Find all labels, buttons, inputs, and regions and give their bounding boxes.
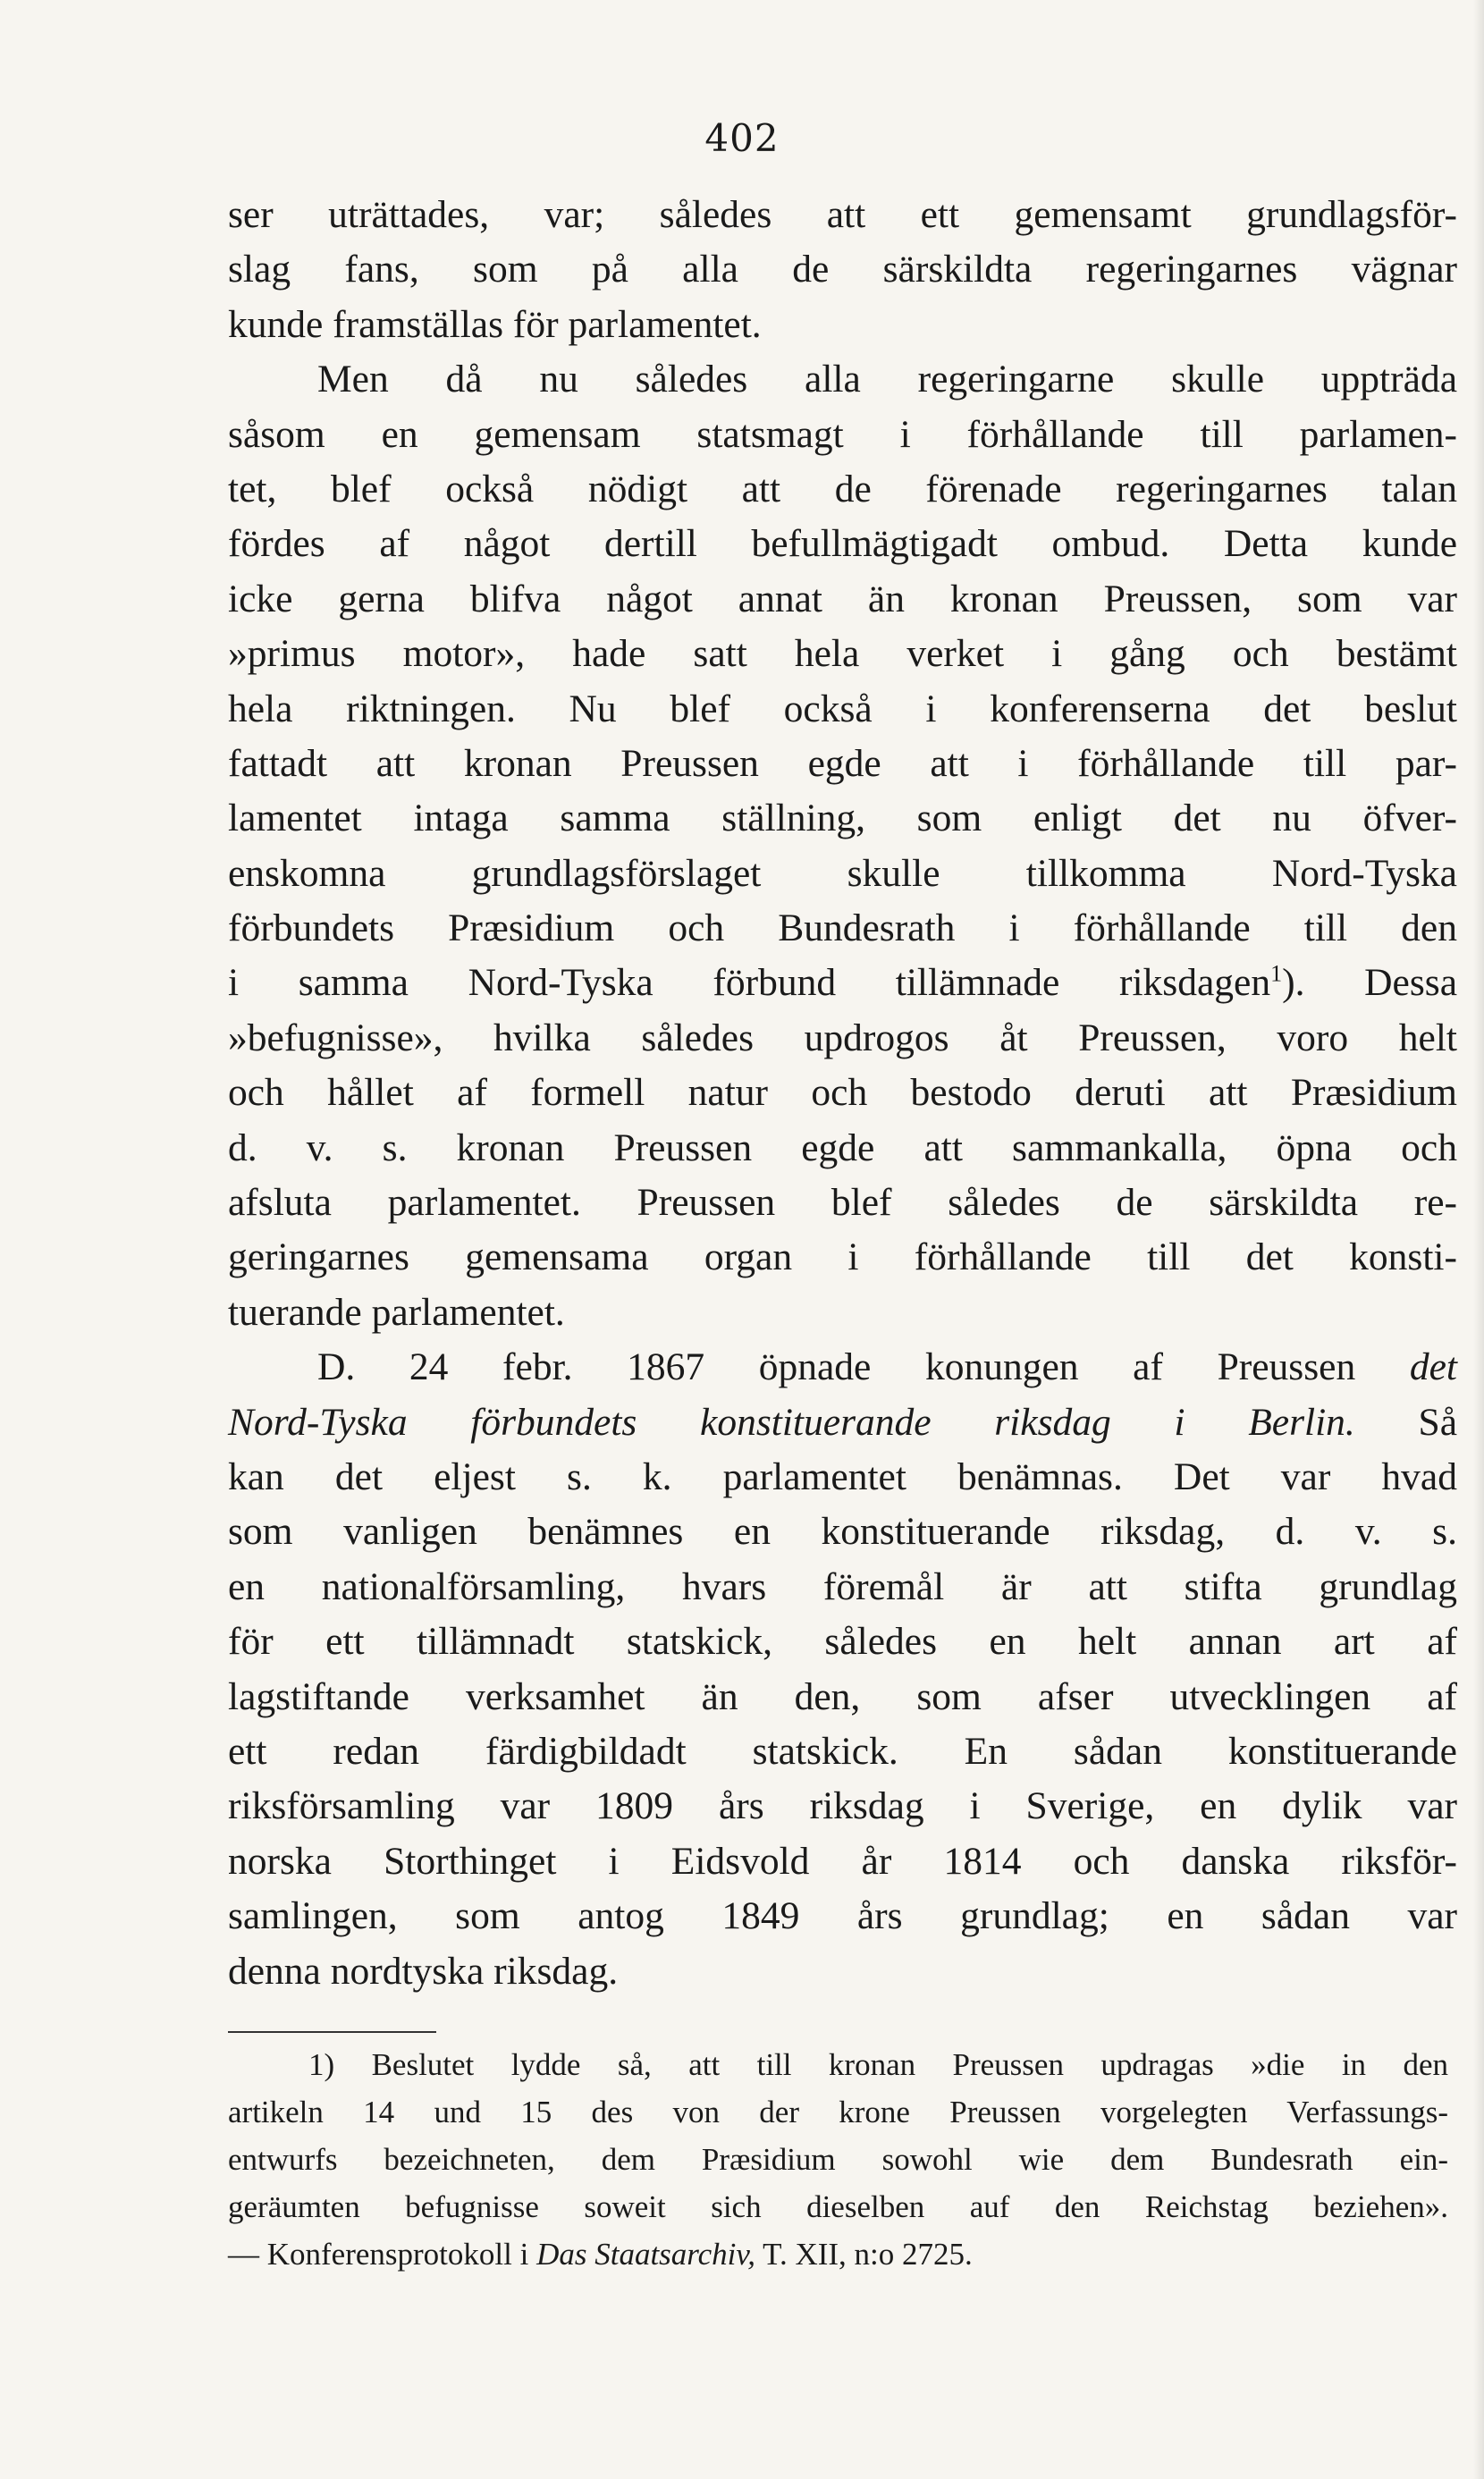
text-line: enskomna grundlagsförslaget skulle tillkomma Nord-Tyska: [228, 851, 1457, 895]
text-line: kunde framställas för parlamentet.: [228, 302, 762, 346]
footnote-line: artikeln 14 und 15 des von der krone Preussen vorgelegten Verfassungs-: [228, 2095, 1448, 2129]
text-line: geringarnes gemensama organ i förhållande till det konsti-: [228, 1235, 1457, 1279]
body-text: [228, 188, 1457, 1999]
text-line: samlingen, som antog 1849 års grundlag; en sådan var: [228, 1894, 1457, 1938]
text-line: slag fans, som på alla de särskildta regeringarnes vägnar: [228, 248, 1457, 291]
text-line: afsluta parlamentet. Preussen blef således de särskildta re-: [228, 1181, 1457, 1225]
page-number: 402: [704, 116, 780, 160]
text-line: i samma Nord-Tyska förbund tillämnade riksdagen$^1$). Dessa: [228, 960, 1457, 1005]
page-edge-shadow: [1473, 0, 1484, 2479]
text-line: kan det eljest s. k. parlamentet benämnas. Det var hvad: [228, 1455, 1457, 1498]
text-line: fördes af något dertill befullmägtigadt ombud. Detta kunde: [228, 522, 1457, 566]
text-line: Nord-Tyska förbundets konstituerande riksdag i Berlin. Så: [228, 1400, 1457, 1444]
footnote-divider: [228, 2031, 436, 2033]
footnote-line: — Konferensprotokoll i Das Staatsarchiv, T. XII, n:o 2725.: [228, 2237, 973, 2272]
text-line: lagstiftande verksamhet än den, som afser utvecklingen af: [228, 1674, 1457, 1718]
footnote-line: 1) Beslutet lydde så, att till kronan Preussen updragas »die in den: [308, 2047, 1448, 2082]
text-line: D. 24 febr. 1867 öpnade konungen af Preussen det: [317, 1345, 1457, 1389]
text-line: tuerande parlamentet.: [228, 1290, 565, 1334]
text-line: »befugnisse», hvilka således updrogos åt Preussen, voro helt: [228, 1016, 1457, 1059]
text-line: »primus motor», hade satt hela verket i gång och bestämt: [228, 632, 1457, 676]
footnote-line: entwurfs bezeichneten, dem Præsidium sowohl wie dem Bundesrath ein-: [228, 2142, 1448, 2177]
text-line: ett redan färdigbildadt statskick. En sådan konstituerande: [228, 1729, 1457, 1773]
text-line: icke gerna blifva något annat än kronan Preussen, som var: [228, 577, 1457, 620]
text-line: lamentet intaga samma ställning, som enligt det nu öfver-: [228, 797, 1457, 840]
text-line: d. v. s. kronan Preussen egde att sammankalla, öpna och: [228, 1126, 1457, 1169]
footnote: [228, 2041, 1448, 2278]
text-line: fattadt att kronan Preussen egde att i förhållande till par-: [228, 741, 1457, 785]
text-line: riksförsamling var 1809 års riksdag i Sverige, en dylik var: [228, 1784, 1457, 1828]
text-line: Men då nu således alla regeringarne skulle uppträda: [317, 358, 1457, 401]
text-line: såsom en gemensam statsmagt i förhållande till parlamen-: [228, 412, 1457, 456]
text-line: för ett tillämnadt statskick, således en helt annan art af: [228, 1620, 1457, 1664]
footnote-line: geräumten befugnisse soweit sich dieselben auf den Reichstag beziehen».: [228, 2189, 1448, 2224]
text-line: som vanligen benämnes en konstituerande riksdag, d. v. s.: [228, 1510, 1457, 1554]
text-line: tet, blef också nödigt att de förenade regeringarnes talan: [228, 467, 1457, 510]
text-line: denna nordtyska riksdag.: [228, 1949, 619, 1993]
text-line: hela riktningen. Nu blef också i konferenserna det beslut: [228, 687, 1457, 730]
text-line: och hållet af formell natur och bestodo deruti att Præsidium: [228, 1071, 1457, 1115]
footnote-marker: 1: [1270, 960, 1283, 987]
text-line: förbundets Præsidium och Bundesrath i förhållande till den: [228, 906, 1457, 950]
text-line: norska Storthinget i Eidsvold år 1814 och danska riksför-: [228, 1839, 1457, 1883]
text-line: en nationalförsamling, hvars föremål är att stifta grundlag: [228, 1564, 1457, 1608]
text-line: ser uträttades, var; således att ett gemensamt grundlagsför-: [228, 193, 1457, 236]
